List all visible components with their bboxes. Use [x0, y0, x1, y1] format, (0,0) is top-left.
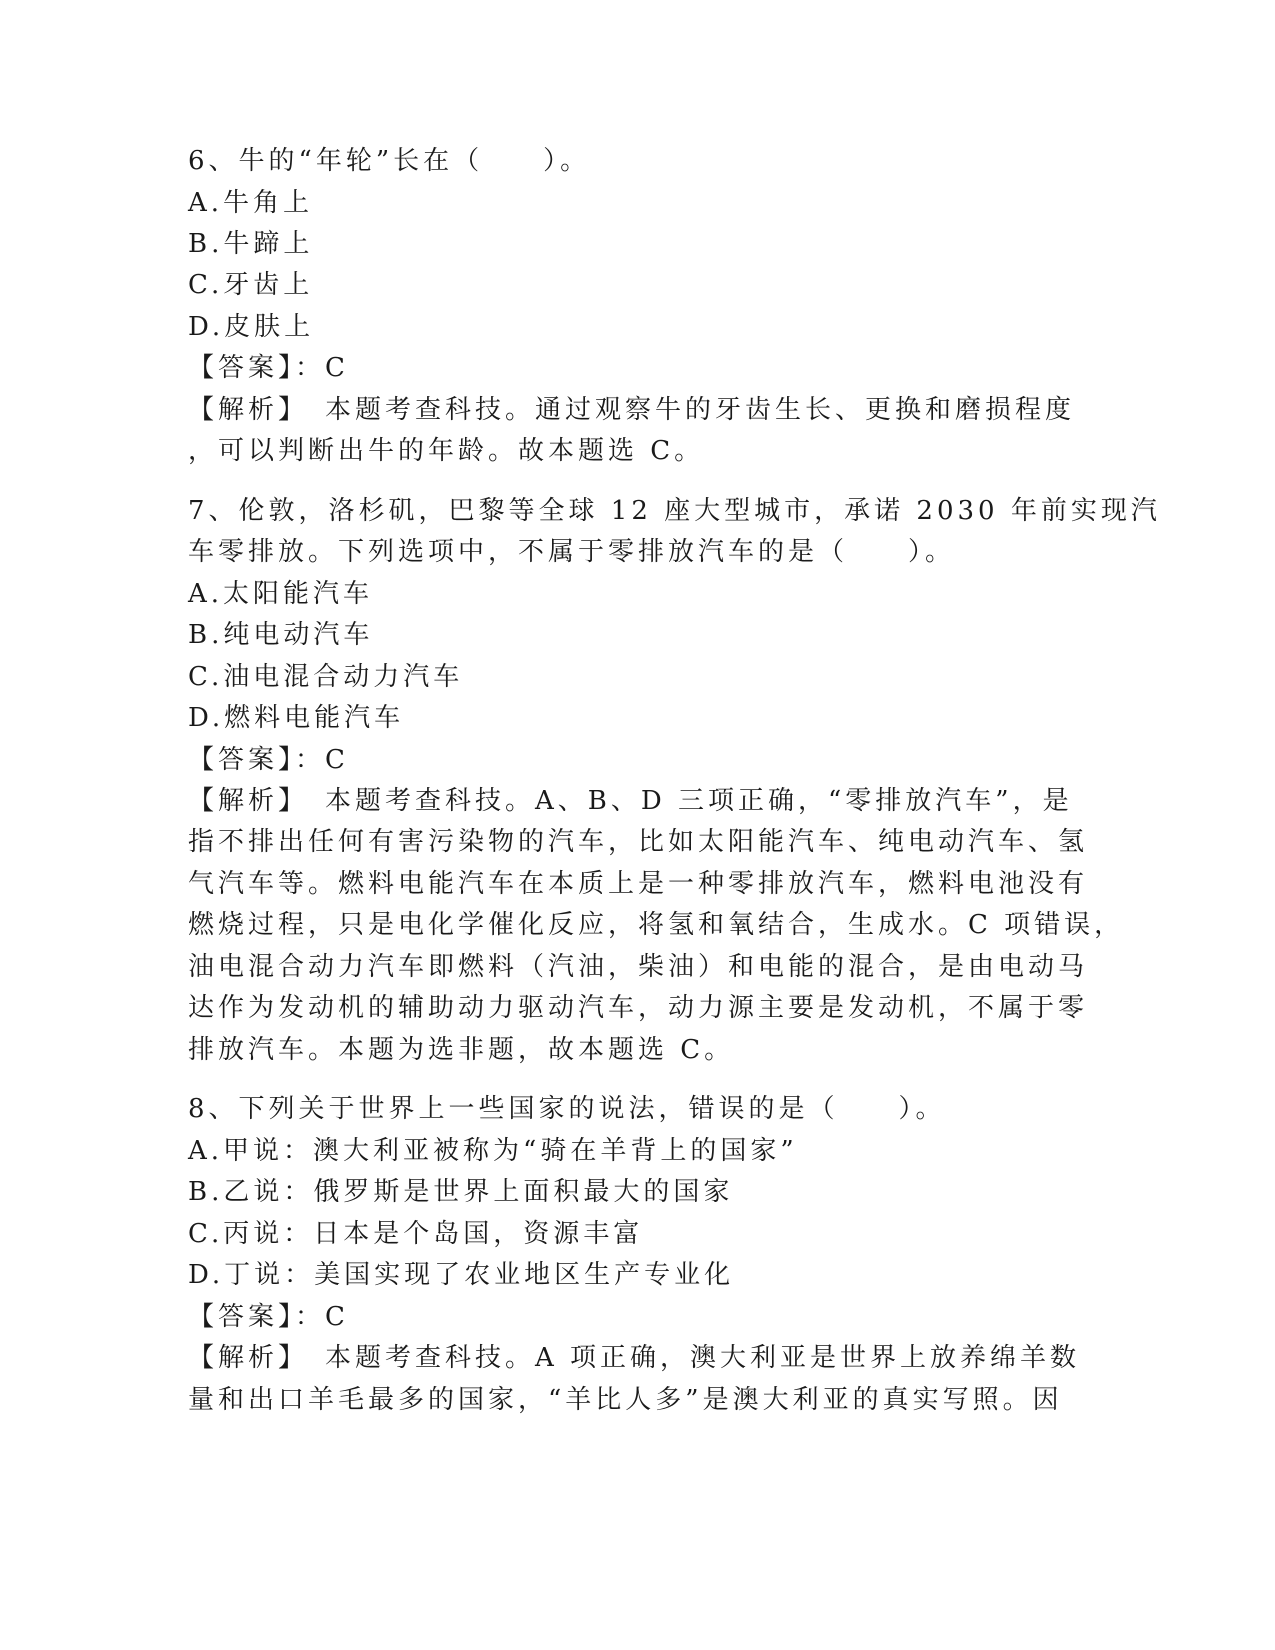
- answer: 【答案】：C: [188, 745, 349, 775]
- analysis-line: 【解析】 本题考查科技。A、B、D 三项正确，“零排放汽车”，是: [188, 786, 1073, 816]
- option-a: A.太阳能汽车: [188, 579, 374, 609]
- option-d: D.燃料电能汽车: [188, 703, 405, 733]
- option-b: B.牛蹄上: [188, 229, 314, 259]
- answer: 【答案】：C: [188, 1302, 349, 1332]
- analysis-line: 燃烧过程，只是电化学催化反应，将氢和氧结合，生成水。C 项错误，: [188, 910, 1125, 940]
- answer: 【答案】：C: [188, 353, 349, 383]
- analysis-line: 量和出口羊毛最多的国家，“羊比人多”是澳大利亚的真实写照。因: [188, 1385, 1063, 1415]
- question-stem: 8、下列关于世界上一些国家的说法，错误的是（ ）。: [188, 1094, 946, 1124]
- option-c: C.牙齿上: [188, 270, 314, 300]
- analysis-line: 油电混合动力汽车即燃料（汽油，柴油）和电能的混合，是由电动马: [188, 952, 1089, 982]
- option-c: C.油电混合动力汽车: [188, 662, 464, 692]
- option-d: D.丁说：美国实现了农业地区生产专业化: [188, 1260, 735, 1290]
- option-b: B.乙说：俄罗斯是世界上面积最大的国家: [188, 1177, 734, 1207]
- analysis-line: ，可以判断出牛的年龄。故本题选 C。: [188, 436, 705, 466]
- question-stem: 7、伦敦，洛杉矶，巴黎等全球 12 座大型城市，承诺 2030 年前实现汽: [188, 496, 1161, 526]
- question-stem: 车零排放。下列选项中，不属于零排放汽车的是（ ）。: [188, 537, 956, 567]
- analysis-line: 指不排出任何有害污染物的汽车，比如太阳能汽车、纯电动汽车、氢: [188, 827, 1089, 857]
- analysis-line: 【解析】 本题考查科技。通过观察牛的牙齿生长、更换和磨损程度: [188, 395, 1076, 425]
- analysis-line: 【解析】 本题考查科技。A 项正确，澳大利亚是世界上放养绵羊数: [188, 1343, 1081, 1373]
- analysis-line: 排放汽车。本题为选非题，故本题选 C。: [188, 1035, 735, 1065]
- option-b: B.纯电动汽车: [188, 620, 374, 650]
- question-stem: 6、牛的“年轮”长在（ ）。: [188, 146, 591, 176]
- option-c: C.丙说：日本是个岛国，资源丰富: [188, 1219, 644, 1249]
- analysis-line: 气汽车等。燃料电能汽车在本质上是一种零排放汽车，燃料电池没有: [188, 869, 1089, 899]
- option-d: D.皮肤上: [188, 312, 315, 342]
- option-a: A.甲说：澳大利亚被称为“骑在羊背上的国家”: [188, 1136, 798, 1166]
- analysis-line: 达作为发动机的辅助动力驱动汽车，动力源主要是发动机，不属于零: [188, 993, 1089, 1023]
- option-a: A.牛角上: [188, 188, 314, 218]
